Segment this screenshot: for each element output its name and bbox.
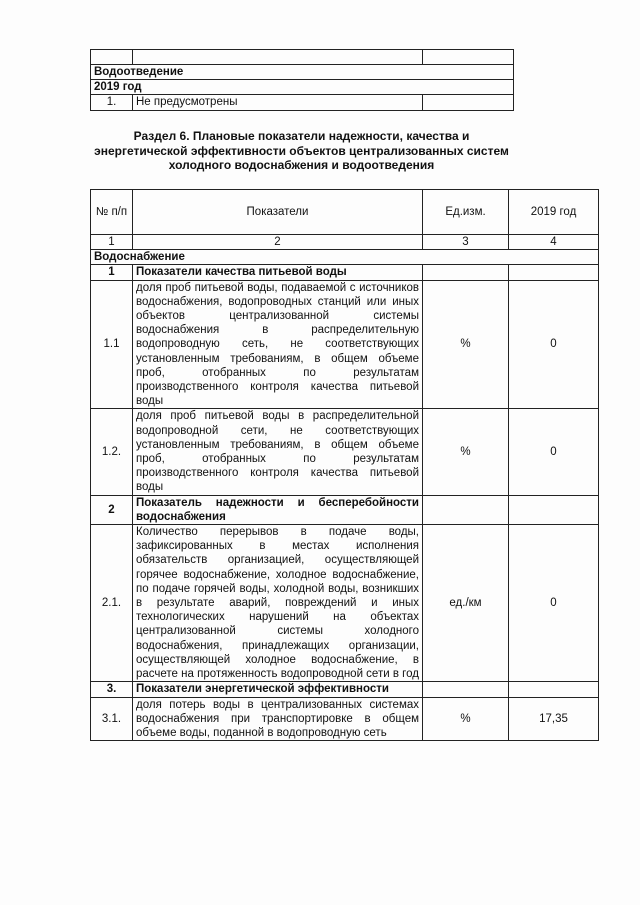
table-row xyxy=(91,409,599,495)
row-number: 1.2. xyxy=(91,409,133,495)
col-number: 4 xyxy=(509,235,599,250)
table-cell xyxy=(509,495,599,524)
header-indicators: Показатели xyxy=(133,190,423,235)
unit-cell: % xyxy=(423,409,509,495)
table-cell xyxy=(423,682,509,697)
row-number: 2.1. xyxy=(91,525,133,682)
header-unit: Ед.изм. xyxy=(423,190,509,235)
indicator-text: доля проб питьевой воды в распределительной водопроводной сети, не соответствующих установленным требованиям, в общем объеме проб, отобранных по результатам производственного контроля качества питьевой воды xyxy=(133,409,423,495)
row-text: Не предусмотрены xyxy=(133,95,423,110)
unit-cell: ед./км xyxy=(423,525,509,682)
water-supply-heading: Водоснабжение xyxy=(91,250,599,265)
row-number: 1.1 xyxy=(91,280,133,409)
group-row xyxy=(91,265,599,280)
table-cell xyxy=(423,495,509,524)
indicator-text: доля потерь воды в централизованных системах водоснабжения при транспортировке в общем объеме воды, поданной в водопроводную сеть xyxy=(133,697,423,741)
table-cell xyxy=(423,265,509,280)
table-row xyxy=(91,697,599,741)
indicator-text: Количество перерывов в подаче воды, зафиксированных в местах исполнения обязательств организацией, осуществляющей горячее водоснабжение, холодное водоснабжение, по подаче горячей воды, холодной воды, возникших в результате аварий, повреждений и иных технологических нарушений на объектах централизованной системы холодного водоснабжения, принадлежащих организации, осуществляющей холодное водоснабжение, в расчете на протяженность водопроводной сети в год xyxy=(133,525,423,682)
table-row xyxy=(91,80,514,95)
table-cell xyxy=(423,50,514,65)
table-cell xyxy=(509,265,599,280)
value-cell: 0 xyxy=(509,525,599,682)
unit-cell: % xyxy=(423,280,509,409)
table-row xyxy=(91,280,599,409)
indicators-table xyxy=(90,189,599,741)
table-row xyxy=(91,50,514,65)
group-row xyxy=(91,682,599,697)
value-cell: 0 xyxy=(509,280,599,409)
col-number: 1 xyxy=(91,235,133,250)
column-number-row xyxy=(91,235,599,250)
section-heading: Раздел 6. Плановые показатели надежности, качества и энергетической эффективности объектов централизованных систем холодного водоснабжения и водоотведения xyxy=(94,129,509,172)
table-cell xyxy=(133,50,423,65)
value-cell: 0 xyxy=(509,409,599,495)
table-header-row xyxy=(91,190,599,235)
header-year: 2019 год xyxy=(509,190,599,235)
table-cell xyxy=(423,95,514,110)
table-cell xyxy=(509,682,599,697)
year-heading: 2019 год xyxy=(91,80,514,95)
row-number: 1. xyxy=(91,95,133,110)
top-table-fragment xyxy=(90,49,514,111)
table-row xyxy=(91,525,599,682)
row-number: 3.1. xyxy=(91,697,133,741)
group-number: 2 xyxy=(91,495,133,524)
group-title: Показатель надежности и бесперебойности водоснабжения xyxy=(133,495,423,524)
header-num: № п/п xyxy=(91,190,133,235)
col-number: 3 xyxy=(423,235,509,250)
group-title: Показатели энергетической эффективности xyxy=(133,682,423,697)
col-number: 2 xyxy=(133,235,423,250)
table-cell xyxy=(91,50,133,65)
table-row xyxy=(91,250,599,265)
indicator-text: доля проб питьевой воды, подаваемой с источников водоснабжения, водопроводных станций или иных объектов централизованной системы водоснабжения в распределительную водопроводную сеть, не соответствующих установленным требованиям, в общем объеме проб, отобранных по результатам производственного контроля качества питьевой воды xyxy=(133,280,423,409)
group-number: 3. xyxy=(91,682,133,697)
group-row xyxy=(91,495,599,524)
value-cell: 17,35 xyxy=(509,697,599,741)
group-title: Показатели качества питьевой воды xyxy=(133,265,423,280)
table-row xyxy=(91,95,514,110)
group-number: 1 xyxy=(91,265,133,280)
water-disposal-heading: Водоотведение xyxy=(91,65,514,80)
table-row xyxy=(91,65,514,80)
unit-cell: % xyxy=(423,697,509,741)
